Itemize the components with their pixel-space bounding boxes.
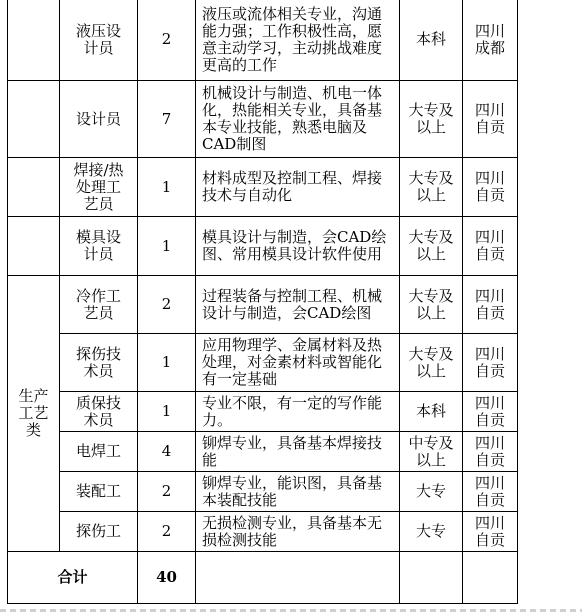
empty-cell [463, 552, 518, 604]
table-row [8, 512, 518, 552]
requirement-cell: 铆焊专业，具备基本焊接技能 [196, 432, 400, 472]
category-cell [8, 217, 60, 276]
count-cell: 2 [138, 0, 196, 81]
position-cell [60, 276, 138, 334]
location-text: 四川 自贡 [474, 344, 505, 380]
count-cell: 7 [138, 81, 196, 158]
position-cell [60, 472, 138, 512]
location-cell [463, 512, 518, 552]
position-text: 探伤技 术员 [75, 344, 121, 380]
position-cell [60, 512, 138, 552]
category-cell [8, 81, 60, 158]
category-cell-production [8, 276, 60, 552]
location-text: 四川 自贡 [474, 513, 505, 549]
position-cell [60, 81, 138, 158]
education-text: 本科 [415, 402, 446, 420]
table-row [8, 334, 518, 392]
education-text: 大专及 以上 [408, 228, 454, 263]
requirement-cell: 模具设计与制造，会CAD绘图、常用模具设计软件使用 [196, 217, 400, 276]
table-row [8, 276, 518, 334]
total-row [8, 552, 518, 604]
empty-cell [196, 552, 400, 604]
table-row [8, 472, 518, 512]
education-text: 中专及 以上 [408, 433, 454, 469]
count-cell: 1 [138, 334, 196, 392]
location-text: 四川 自贡 [474, 101, 505, 136]
requirement-cell: 应用物理学、金属材料及热处理，对金素材料或智能化有一定基础 [196, 334, 400, 392]
education-text: 大专及 以上 [408, 169, 454, 204]
job-openings-table [7, 0, 518, 604]
location-cell [463, 432, 518, 472]
requirement-cell: 过程装备与控制工程、机械设计与制造，会CAD绘图 [196, 276, 400, 334]
education-cell [400, 334, 463, 392]
location-text: 四川 自贡 [474, 433, 505, 469]
education-text: 大专及 以上 [408, 344, 454, 380]
table-row [8, 158, 518, 217]
location-text: 四川 成都 [474, 21, 505, 57]
education-text: 大专及 以上 [408, 101, 454, 136]
count-cell: 4 [138, 432, 196, 472]
location-cell [463, 81, 518, 158]
empty-cell [400, 552, 463, 604]
location-cell [463, 276, 518, 334]
education-text: 大专 [415, 482, 446, 500]
location-cell [463, 158, 518, 217]
education-text: 本科 [415, 30, 446, 48]
requirement-cell: 无损检测专业，具备基本无损检测技能 [196, 512, 400, 552]
education-cell [400, 512, 463, 552]
position-text: 模具设 计员 [75, 228, 121, 263]
count-cell: 1 [138, 158, 196, 217]
education-cell [400, 432, 463, 472]
table-row [8, 81, 518, 158]
location-text: 四川 自贡 [474, 286, 505, 322]
education-cell [400, 217, 463, 276]
location-text: 四川 自贡 [474, 393, 505, 429]
count-cell: 2 [138, 472, 196, 512]
category-text: 生产 工艺 类 [18, 387, 49, 439]
table-row [8, 392, 518, 432]
category-cell [8, 0, 60, 81]
location-cell [463, 334, 518, 392]
total-label: 合计 [8, 552, 138, 604]
position-text: 液压设 计员 [75, 21, 121, 57]
location-text: 四川 自贡 [474, 169, 505, 204]
table-row [8, 432, 518, 472]
location-cell [463, 392, 518, 432]
table-row [8, 0, 518, 81]
position-cell [60, 217, 138, 276]
table-row [8, 217, 518, 276]
position-cell [60, 432, 138, 472]
position-cell [60, 0, 138, 81]
position-cell [60, 158, 138, 217]
requirement-cell: 铆焊专业，能识图，具备基本装配技能 [196, 472, 400, 512]
location-cell [463, 217, 518, 276]
position-text: 质保技 术员 [75, 393, 121, 429]
requirement-cell: 机械设计与制造、机电一体化，热能相关专业，具备基本专业技能，熟悉电脑及CAD制图 [196, 81, 400, 158]
education-text: 大专 [415, 522, 446, 540]
position-text: 电焊工 [75, 442, 121, 460]
count-cell: 1 [138, 392, 196, 432]
location-cell [463, 0, 518, 81]
education-text: 大专及 以上 [408, 286, 454, 322]
position-text: 探伤工 [75, 522, 121, 540]
position-text: 冷作工 艺员 [75, 286, 121, 322]
education-cell [400, 472, 463, 512]
position-cell [60, 334, 138, 392]
count-cell: 1 [138, 217, 196, 276]
position-text: 设计员 [75, 109, 121, 128]
education-cell [400, 0, 463, 81]
requirement-cell: 液压或流体相关专业，沟通能力强；工作积极性高，愿意主动学习，主动挑战难度更高的工作 [196, 0, 400, 81]
position-text: 装配工 [75, 482, 121, 500]
count-cell: 2 [138, 276, 196, 334]
requirement-cell: 专业不限，有一定的写作能力。 [196, 392, 400, 432]
count-cell: 2 [138, 512, 196, 552]
education-cell [400, 81, 463, 158]
education-cell [400, 158, 463, 217]
location-cell [463, 472, 518, 512]
education-cell [400, 392, 463, 432]
requirement-cell: 材料成型及控制工程、焊接技术与自动化 [196, 158, 400, 217]
location-text: 四川 自贡 [474, 228, 505, 263]
total-value: 40 [138, 552, 196, 604]
position-text: 焊接/热 处理工 艺员 [73, 160, 124, 213]
category-cell [8, 158, 60, 217]
education-cell [400, 276, 463, 334]
location-text: 四川 自贡 [474, 473, 505, 509]
position-cell [60, 392, 138, 432]
